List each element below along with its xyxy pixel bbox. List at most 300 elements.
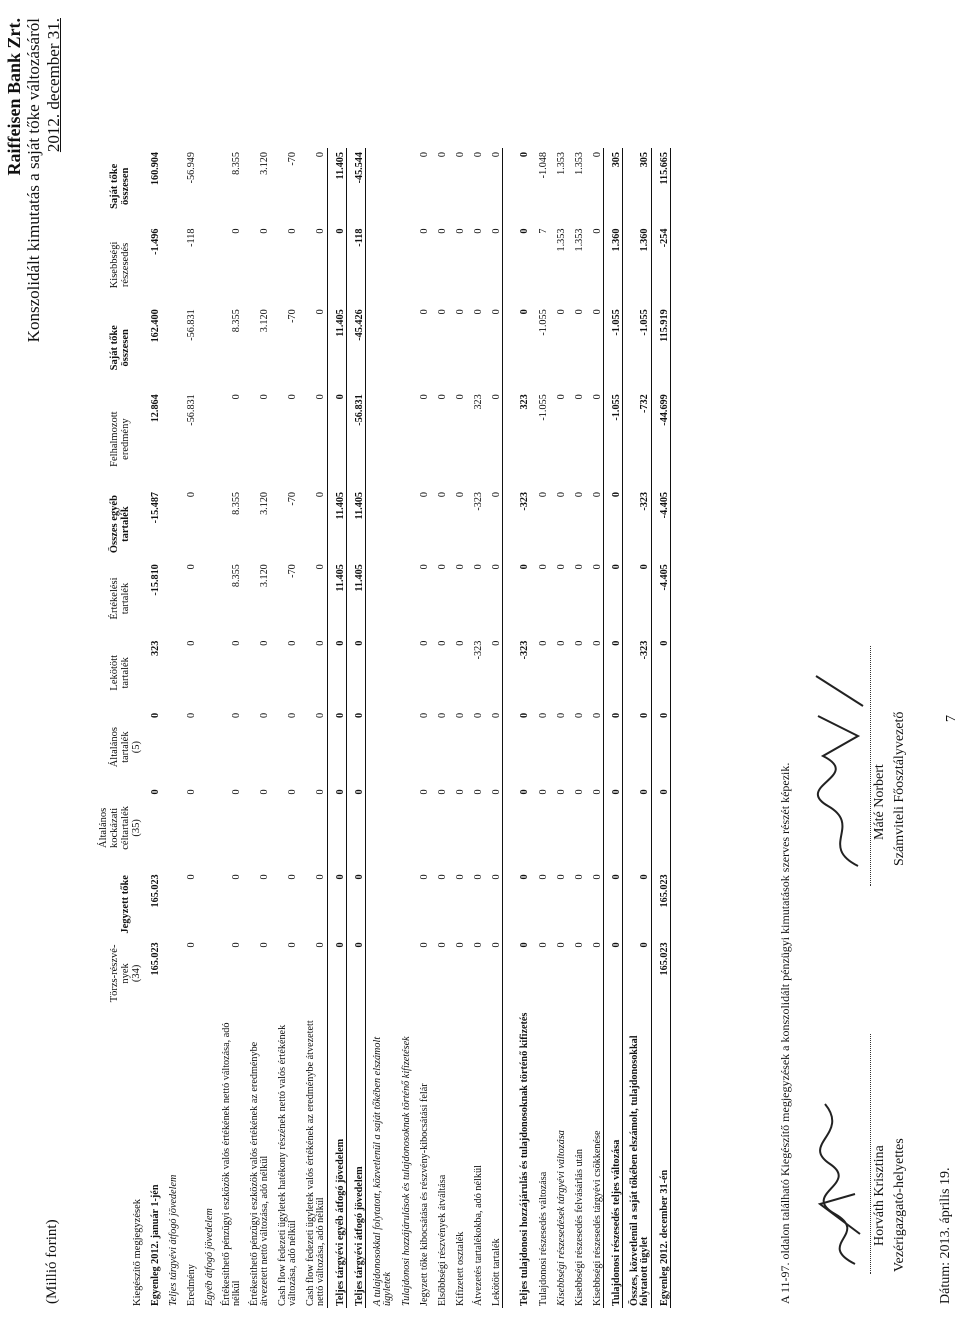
cell-value [161, 870, 179, 938]
cell-value [197, 225, 215, 306]
column-header-label: Összes egyéb tartalék [109, 495, 132, 554]
cell-value: 0 [556, 564, 568, 570]
cell-value: 0 [592, 874, 604, 880]
cell-value [394, 560, 412, 636]
cell-value: 0 [186, 712, 198, 719]
row-label: A tulajdonosokkal folytatott, közvetlenül a saját tőkében elszámolt ügyletek [371, 1036, 394, 1306]
signature-line-2 [870, 646, 871, 886]
cell-value: 0 [231, 874, 243, 880]
cell-value: 0 [503, 785, 532, 870]
cell-value: 0 [503, 305, 532, 390]
cell-value [161, 785, 179, 870]
equity-table [98, 148, 671, 1308]
cell-value: 305 [623, 148, 652, 225]
column-header-label: Törzs-részvé-nyek [109, 944, 132, 1003]
cell-value: 0 [574, 394, 586, 400]
cell-value [197, 637, 215, 709]
cell-value: 0 [287, 228, 299, 234]
cell-value [197, 938, 215, 1008]
table-row [466, 148, 484, 1308]
signature-scribble-1 [810, 1054, 870, 1274]
cell-value [394, 225, 412, 306]
column-header-note [131, 150, 143, 223]
row-label: Cash flow fedezeti ügyletek hatékony részének nettó valós értékének változása, adó nélkül [276, 1024, 299, 1306]
cell-value: -118 [347, 225, 366, 306]
cell-value: -56.831 [186, 309, 198, 341]
row-label: Kisebbségi részesedés felvásárlás után [574, 1149, 586, 1306]
signature-block-2 [808, 556, 918, 886]
column-header-label: Értékelési tartalék [109, 577, 132, 620]
cell-value: 0 [491, 942, 503, 948]
cell-value: -4.405 [652, 560, 671, 636]
column-header-note: (34) [131, 964, 143, 983]
cell-value: -70 [287, 564, 299, 578]
cell-value [161, 305, 179, 390]
cell-value: 0 [574, 874, 586, 880]
unit-label: (Millió forint) [44, 1219, 60, 1304]
row-label: Értékesíthető pénzügyi eszközök valós értékének nettó változása, adó nélkül [220, 1022, 243, 1306]
cell-value: 0 [437, 309, 449, 315]
cell-value: 0 [347, 938, 366, 1008]
cell-value [366, 148, 395, 225]
cell-value: 0 [538, 789, 550, 795]
cell-value: -118 [186, 228, 198, 247]
cell-value: 3.120 [259, 309, 271, 333]
row-label: Teljes tárgyévi átfogó jövedelem [347, 1008, 366, 1308]
column-header-label: Saját tőke összesen [109, 163, 132, 209]
cell-value: 0 [455, 789, 467, 795]
row-label: Elsőbbségi részvények átváltása [437, 1174, 449, 1306]
cell-value: 0 [347, 637, 366, 709]
cell-value: 0 [437, 874, 449, 880]
cell-value: -1.055 [604, 305, 623, 390]
cell-value: 3.120 [259, 491, 271, 515]
cell-value: 0 [315, 228, 327, 234]
cell-value: 0 [538, 491, 550, 498]
column-header [98, 305, 143, 390]
cell-value: 0 [473, 712, 485, 719]
column-header-note [131, 227, 143, 304]
row-label: Tulajdonosi hozzájárulások és tulajdonosoknak történő kifizetések [401, 1036, 413, 1306]
cell-value: -45.426 [347, 305, 366, 390]
cell-value: 0 [574, 491, 586, 498]
cell-value: 0 [287, 789, 299, 795]
cell-value: 0 [592, 564, 604, 570]
table-row [328, 148, 347, 1308]
cell-value: 0 [556, 394, 568, 400]
cell-value: 0 [186, 789, 198, 795]
cell-value: 0 [473, 564, 485, 570]
table-row [179, 148, 197, 1308]
cell-value [366, 637, 395, 709]
table-row [430, 148, 448, 1308]
cell-value: 0 [623, 560, 652, 636]
column-header [98, 560, 143, 636]
table-row [243, 148, 271, 1308]
table-row [503, 148, 532, 1308]
cell-value: 0 [623, 870, 652, 938]
cell-value: 0 [592, 394, 604, 400]
cell-value: 0 [592, 152, 604, 158]
cell-value [197, 305, 215, 390]
cell-value [366, 488, 395, 560]
footer-note: A 11-97. oldalon található Kiegészítő megjegyzések a konszolidált pénzügyi kimutatások szerves részét képezik. [778, 762, 792, 1304]
cell-value: 0 [491, 712, 503, 719]
table-row [299, 148, 328, 1308]
cell-value [197, 148, 215, 225]
cell-value: -44.699 [652, 390, 671, 488]
table-row [549, 148, 567, 1308]
cell-value: 0 [186, 491, 198, 498]
table-row [197, 148, 215, 1308]
column-header [98, 785, 143, 870]
page-number: 7 [944, 715, 959, 722]
cell-value: 0 [437, 564, 449, 570]
cell-value: 0 [419, 491, 431, 498]
table-row [448, 148, 466, 1308]
cell-value: 0 [419, 640, 431, 646]
cell-value: 160.904 [150, 152, 162, 186]
cell-value: 0 [259, 394, 271, 400]
cell-value: 0 [491, 874, 503, 880]
cell-value [394, 938, 412, 1008]
cell-value: 0 [315, 309, 327, 315]
column-header-note: (5) [131, 741, 143, 754]
cell-value: 0 [347, 709, 366, 785]
cell-value: 0 [556, 789, 568, 795]
table-row [531, 148, 549, 1308]
cell-value: 0 [328, 637, 347, 709]
cell-value: 0 [604, 870, 623, 938]
signature-line-1 [870, 1034, 871, 1274]
cell-value: 3.120 [259, 564, 271, 588]
cell-value: 0 [556, 874, 568, 880]
cell-value: 0 [556, 712, 568, 719]
cell-value: 0 [604, 938, 623, 1008]
row-label: Tulajdonosi részesedés változása [538, 1171, 550, 1306]
cell-value: 11.405 [347, 560, 366, 636]
cell-value [394, 637, 412, 709]
cell-value: -1.055 [538, 394, 550, 421]
table-row [585, 148, 604, 1308]
cell-value: 0 [315, 152, 327, 158]
cell-value: 115.919 [652, 305, 671, 390]
cell-value: 0 [503, 870, 532, 938]
cell-value: 0 [287, 712, 299, 719]
column-header [98, 225, 143, 306]
row-label: Jegyzett tőke kibocsátása és részvény-kibocsátási felár [419, 1083, 431, 1306]
cell-value: 0 [623, 709, 652, 785]
cell-value [366, 390, 395, 488]
cell-value: 0 [604, 709, 623, 785]
cell-value: 0 [437, 394, 449, 400]
column-header-label: Általános kockázati céltartalék [98, 806, 132, 850]
cell-value [394, 785, 412, 870]
cell-value: 0 [473, 152, 485, 158]
cell-value: 0 [604, 637, 623, 709]
cell-value: 0 [186, 942, 198, 948]
cell-value [197, 785, 215, 870]
cell-value: 0 [150, 712, 162, 719]
cell-value: 115.665 [652, 148, 671, 225]
cell-value [366, 785, 395, 870]
cell-value: 165.023 [652, 938, 671, 1008]
cell-value: -56.831 [347, 390, 366, 488]
cell-value: 0 [491, 789, 503, 795]
cell-value: 0 [186, 874, 198, 880]
table-row [567, 148, 585, 1308]
date-line: Dátum: 2013. április 19. [938, 1167, 953, 1304]
column-header-label: Kisebbségi részesedés [109, 241, 132, 289]
cell-value [366, 870, 395, 938]
column-header-label: Felhalmozott eredmény [109, 411, 132, 467]
signatory-name-1: Horváth Krisztina [872, 1145, 887, 1246]
cell-value: 0 [315, 564, 327, 570]
cell-value: 0 [574, 789, 586, 795]
cell-value: 0 [419, 564, 431, 570]
cell-value: 0 [287, 942, 299, 948]
cell-value: 0 [437, 228, 449, 234]
table-row [604, 148, 623, 1308]
cell-value: -15.487 [150, 491, 162, 524]
cell-value [161, 148, 179, 225]
cell-value: 0 [186, 640, 198, 646]
notes-header: Kiegészítő megjegyzések [132, 1199, 144, 1306]
cell-value: 1.360 [623, 225, 652, 306]
row-label: Értékesíthető pénzügyi eszközök valós értékének az eredménybe átvezetett nettó változása, adó nélkül [248, 1041, 271, 1306]
cell-value: 0 [473, 874, 485, 880]
statement-date: 2012. december 31. [44, 18, 63, 153]
cell-value: 0 [328, 938, 347, 1008]
row-label: Egyenleg 2012. január 1-jén [150, 1184, 162, 1306]
table-row [412, 148, 430, 1308]
column-header [98, 637, 143, 709]
cell-value [366, 938, 395, 1008]
cell-value: 0 [455, 564, 467, 570]
cell-value: 1.360 [604, 225, 623, 306]
cell-value: -15.810 [150, 564, 162, 596]
cell-value: 0 [419, 874, 431, 880]
cell-value: 0 [455, 394, 467, 400]
cell-value: 8.355 [231, 309, 243, 333]
cell-value: 0 [652, 709, 671, 785]
table-row [143, 148, 161, 1308]
cell-value: 0 [315, 394, 327, 400]
cell-value: 0 [347, 870, 366, 938]
cell-value: 0 [259, 640, 271, 646]
cell-value: 323 [150, 640, 162, 656]
cell-value [161, 488, 179, 560]
cell-value: 12.864 [150, 394, 162, 423]
row-label: Cash flow fedezeti ügyletek valós értékének az eredménybe átvezetett nettó változása, adó nélkül [304, 1020, 327, 1306]
cell-value: -1.055 [604, 390, 623, 488]
cell-value [161, 709, 179, 785]
cell-value: -732 [623, 390, 652, 488]
cell-value: 0 [556, 309, 568, 315]
row-label: Teljes tárgyévi egyéb átfogó jövedelem [328, 1008, 347, 1308]
cell-value: -323 [623, 637, 652, 709]
cell-value: 0 [287, 874, 299, 880]
cell-value: 0 [315, 874, 327, 880]
cell-value: 0 [538, 640, 550, 646]
cell-value: 0 [604, 785, 623, 870]
table-row [271, 148, 299, 1308]
cell-value: 11.405 [347, 488, 366, 560]
cell-value: -45.544 [347, 148, 366, 225]
cell-value: -323 [473, 491, 485, 511]
cell-value: 165.023 [150, 874, 162, 908]
cell-value: 0 [503, 225, 532, 306]
cell-value: 0 [315, 942, 327, 948]
column-header-note: (35) [131, 819, 143, 837]
cell-value [366, 709, 395, 785]
cell-value: 0 [419, 789, 431, 795]
cell-value: 0 [652, 637, 671, 709]
column-header-note [131, 639, 143, 707]
cell-value: 0 [473, 309, 485, 315]
cell-value: 0 [419, 712, 431, 719]
row-label: Kisebbségi részesedések tárgyévi változása [556, 1130, 568, 1306]
cell-value: 0 [623, 938, 652, 1008]
column-header [98, 709, 143, 785]
column-header-note [131, 872, 143, 936]
cell-value: 0 [328, 785, 347, 870]
row-label: Eredmény [186, 1264, 198, 1306]
cell-value: 0 [491, 309, 503, 315]
table-row [394, 148, 412, 1308]
cell-value [366, 560, 395, 636]
cell-value: 0 [328, 709, 347, 785]
column-header-note [131, 562, 143, 634]
cell-value [197, 560, 215, 636]
cell-value: 0 [473, 942, 485, 948]
cell-value: 0 [328, 870, 347, 938]
cell-value: 0 [491, 564, 503, 570]
table-row [215, 148, 243, 1308]
cell-value [161, 938, 179, 1008]
cell-value: 0 [315, 789, 327, 795]
cell-value: 0 [538, 874, 550, 880]
cell-value: 0 [455, 152, 467, 158]
cell-value [197, 870, 215, 938]
table-row [652, 148, 671, 1308]
cell-value: 0 [437, 942, 449, 948]
cell-value: 0 [437, 491, 449, 498]
cell-value: 1.353 [574, 228, 586, 252]
cell-value: 0 [592, 942, 604, 948]
cell-value: 0 [592, 712, 604, 719]
cell-value: 0 [455, 640, 467, 646]
column-header-row [98, 148, 143, 1308]
cell-value: 0 [231, 640, 243, 646]
cell-value: 7 [538, 228, 550, 234]
cell-value: -56.949 [186, 152, 198, 184]
row-label: Lekötött tartalék [491, 1238, 503, 1306]
cell-value: 0 [455, 712, 467, 719]
cell-value: 0 [491, 228, 503, 234]
cell-value: 0 [538, 942, 550, 948]
cell-value: 0 [231, 228, 243, 234]
cell-value: -70 [287, 309, 299, 323]
cell-value: -323 [473, 640, 485, 660]
cell-value [366, 225, 395, 306]
table-row [161, 148, 179, 1308]
cell-value: 0 [604, 488, 623, 560]
cell-value: 0 [592, 491, 604, 498]
column-header [98, 488, 143, 560]
cell-value: 0 [259, 712, 271, 719]
cell-value: 3.120 [259, 152, 271, 175]
cell-value: 0 [491, 152, 503, 158]
cell-value [394, 488, 412, 560]
cell-value: -4.405 [652, 488, 671, 560]
cell-value: 0 [455, 942, 467, 948]
cell-value: 0 [259, 228, 271, 234]
table-body [143, 148, 671, 1308]
cell-value: 0 [315, 712, 327, 719]
cell-value: 162.400 [150, 309, 162, 343]
cell-value: 305 [604, 148, 623, 225]
cell-value: 323 [503, 390, 532, 488]
cell-value: 0 [437, 152, 449, 158]
cell-value: 0 [231, 942, 243, 948]
statement-title: Konszolidált kimutatás a saját tőke változásáról [24, 18, 43, 343]
cell-value: -323 [623, 488, 652, 560]
cell-value: 0 [574, 712, 586, 719]
cell-value: 0 [574, 564, 586, 570]
row-label: Kifizetett osztalék [455, 1231, 467, 1306]
cell-value [197, 709, 215, 785]
cell-value: 8.355 [231, 491, 243, 515]
cell-value: 0 [259, 789, 271, 795]
cell-value: -1.496 [150, 228, 162, 255]
row-label: Tulajdonosi részesedés teljes változása [604, 1008, 623, 1308]
row-label: Egyéb átfogó jövedelem [204, 1208, 216, 1306]
cell-value: 0 [287, 394, 299, 400]
cell-value: -70 [287, 152, 299, 166]
company-name: Raiffeisen Bank Zrt. [4, 18, 24, 176]
cell-value: 1.353 [556, 152, 568, 175]
column-header-label: Lekötött tartalék [109, 655, 132, 691]
cell-value: 0 [652, 785, 671, 870]
cell-value: 0 [186, 564, 198, 570]
cell-value: -56.831 [186, 394, 198, 426]
cell-value: 0 [259, 874, 271, 880]
cell-value: 0 [150, 789, 162, 795]
cell-value: 0 [473, 789, 485, 795]
cell-value: 0 [538, 712, 550, 719]
cell-value: 1.353 [574, 152, 586, 175]
cell-value: 0 [455, 228, 467, 234]
column-header-label: Saját tőke összesen [109, 325, 132, 371]
cell-value: 0 [437, 789, 449, 795]
cell-value: -323 [503, 637, 532, 709]
signatory-title-1: Vezérigazgató-helyettes [892, 1138, 907, 1272]
cell-value [161, 225, 179, 306]
cell-value: 0 [328, 225, 347, 306]
signature-block-1 [808, 974, 918, 1304]
cell-value [161, 560, 179, 636]
cell-value: 0 [455, 491, 467, 498]
cell-value: 8.355 [231, 152, 243, 175]
cell-value: 0 [574, 309, 586, 315]
cell-value: 0 [419, 942, 431, 948]
table-row [366, 148, 395, 1308]
cell-value: 11.405 [328, 488, 347, 560]
column-header-label: Általános tartalék [109, 727, 132, 768]
cell-value: 165.023 [150, 942, 162, 976]
row-label: Kisebbségi részesedés tárgyévi csökkenése [592, 1130, 604, 1306]
